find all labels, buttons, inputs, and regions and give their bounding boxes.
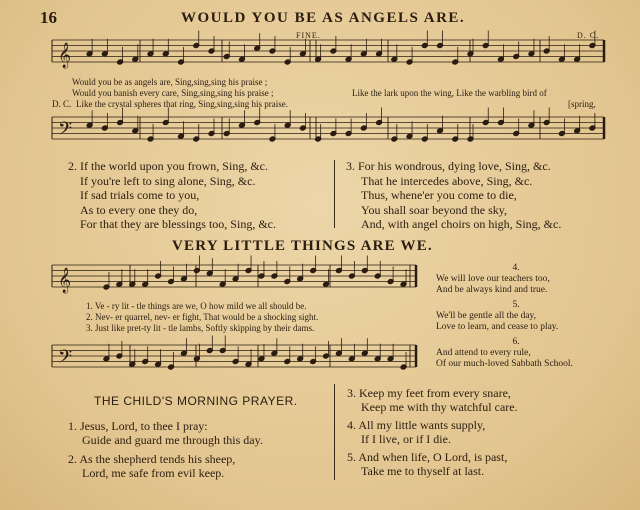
lyric-2-line-3: 3. Just like pret-ty lit - tle lambs, Softly skipping by their dams.: [86, 323, 315, 333]
verse-line: That he intercedes above, Sing, &c.: [361, 173, 533, 188]
prayer-line: 3. Keep my feet from every snare,: [347, 386, 511, 400]
lyric-line-2: Would you banish every care, Sing,sing,sing his praise ;: [72, 88, 274, 98]
verse-line: If sad trials come to you,: [80, 188, 200, 203]
column-divider: [334, 160, 335, 228]
staff-2-treble-clef: 𝄞: [58, 268, 72, 293]
song-title-angels: WOULD YOU BE AS ANGELS ARE.: [181, 10, 466, 26]
verse-line: We will love our teachers too,: [436, 274, 550, 284]
prayer-line: 5. And when life, O Lord, is past,: [347, 450, 508, 464]
staff-1-treble-clef: 𝄞: [58, 43, 72, 68]
prayer-line: 2. As the shepherd tends his sheep,: [68, 452, 236, 466]
verse-line: 3. For his wondrous, dying love, Sing, &c.: [346, 159, 551, 173]
lyric-2-line-2: 2. Nev- er quarrel, nev- er fight, That would be a shocking sight.: [86, 312, 319, 322]
verse-line: And, with angel choirs on high, Sing, &c.: [361, 217, 562, 232]
verse-number: 6.: [512, 337, 520, 347]
prayer-line: If I live, or if I die.: [361, 432, 451, 446]
lyric-line-3: Like the crystal spheres that ring, Sing,sing,sing his praise.: [76, 99, 288, 109]
verse-number: 5.: [512, 300, 520, 310]
verse-line: As to every one they do,: [80, 202, 198, 217]
lyric-line-1: Would you be as angels are, Sing,sing,sing his praise ;: [72, 77, 268, 87]
verse-line: You shall soar beyond the sky,: [361, 202, 507, 217]
lark-line: Like the lark upon the wing, Like the warbling bird of: [352, 88, 547, 98]
page-number: 16: [40, 8, 57, 27]
verse-line: Love to learn, and cease to play.: [436, 322, 559, 332]
verse-line: For that they are blessings too, Sing, &c.: [80, 217, 276, 232]
prayer-right: [347, 386, 518, 478]
column-divider-2: [334, 384, 335, 480]
dc-prefix: D. C.: [52, 99, 72, 109]
dc-mark: D. C.: [577, 31, 600, 40]
prayer-line: 4. All my little wants supply,: [347, 418, 486, 432]
verse-line: And attend to every rule,: [436, 348, 531, 358]
verse-block-2: [68, 159, 276, 232]
song-title-little-things: VERY LITTLE THINGS ARE WE.: [172, 238, 433, 254]
staff-2-bass-clef: 𝄢: [58, 347, 73, 372]
spring-word: [spring,: [568, 99, 596, 109]
prayer-left: [68, 419, 263, 480]
fine-mark: FINE.: [296, 31, 321, 40]
verse-line: If you're left to sing alone, Sing, &c.: [80, 173, 256, 188]
verse-line: 2. If the world upon you frown, Sing, &c.: [68, 159, 268, 173]
verse-line: We'll be gentle all the day,: [436, 311, 537, 321]
prayer-line: 1. Jesus, Lord, to thee I pray:: [68, 419, 208, 433]
side-verses: [436, 263, 596, 370]
prayer-line: Guide and guard me through this day.: [82, 433, 263, 447]
verse-number: 4.: [512, 263, 520, 273]
staff-1-bass-clef: 𝄢: [58, 119, 73, 144]
verse-line: Thus, whene'er you come to die,: [361, 188, 517, 203]
prayer-line: Lord, me safe from evil keep.: [82, 466, 225, 480]
verse-line: And be always kind and true.: [436, 285, 548, 295]
verse-block-3: [346, 159, 561, 232]
prayer-line: Keep me with thy watchful care.: [361, 400, 518, 414]
poem-title-morning-prayer: THE CHILD'S MORNING PRAYER.: [94, 394, 298, 408]
lyric-2-line-1: 1. Ve - ry lit - tle things are we, O how mild we all should be.: [86, 301, 307, 311]
verse-line: Of our much-loved Sabbath School.: [436, 359, 573, 369]
prayer-line: Take me to thyself at last.: [361, 464, 485, 478]
